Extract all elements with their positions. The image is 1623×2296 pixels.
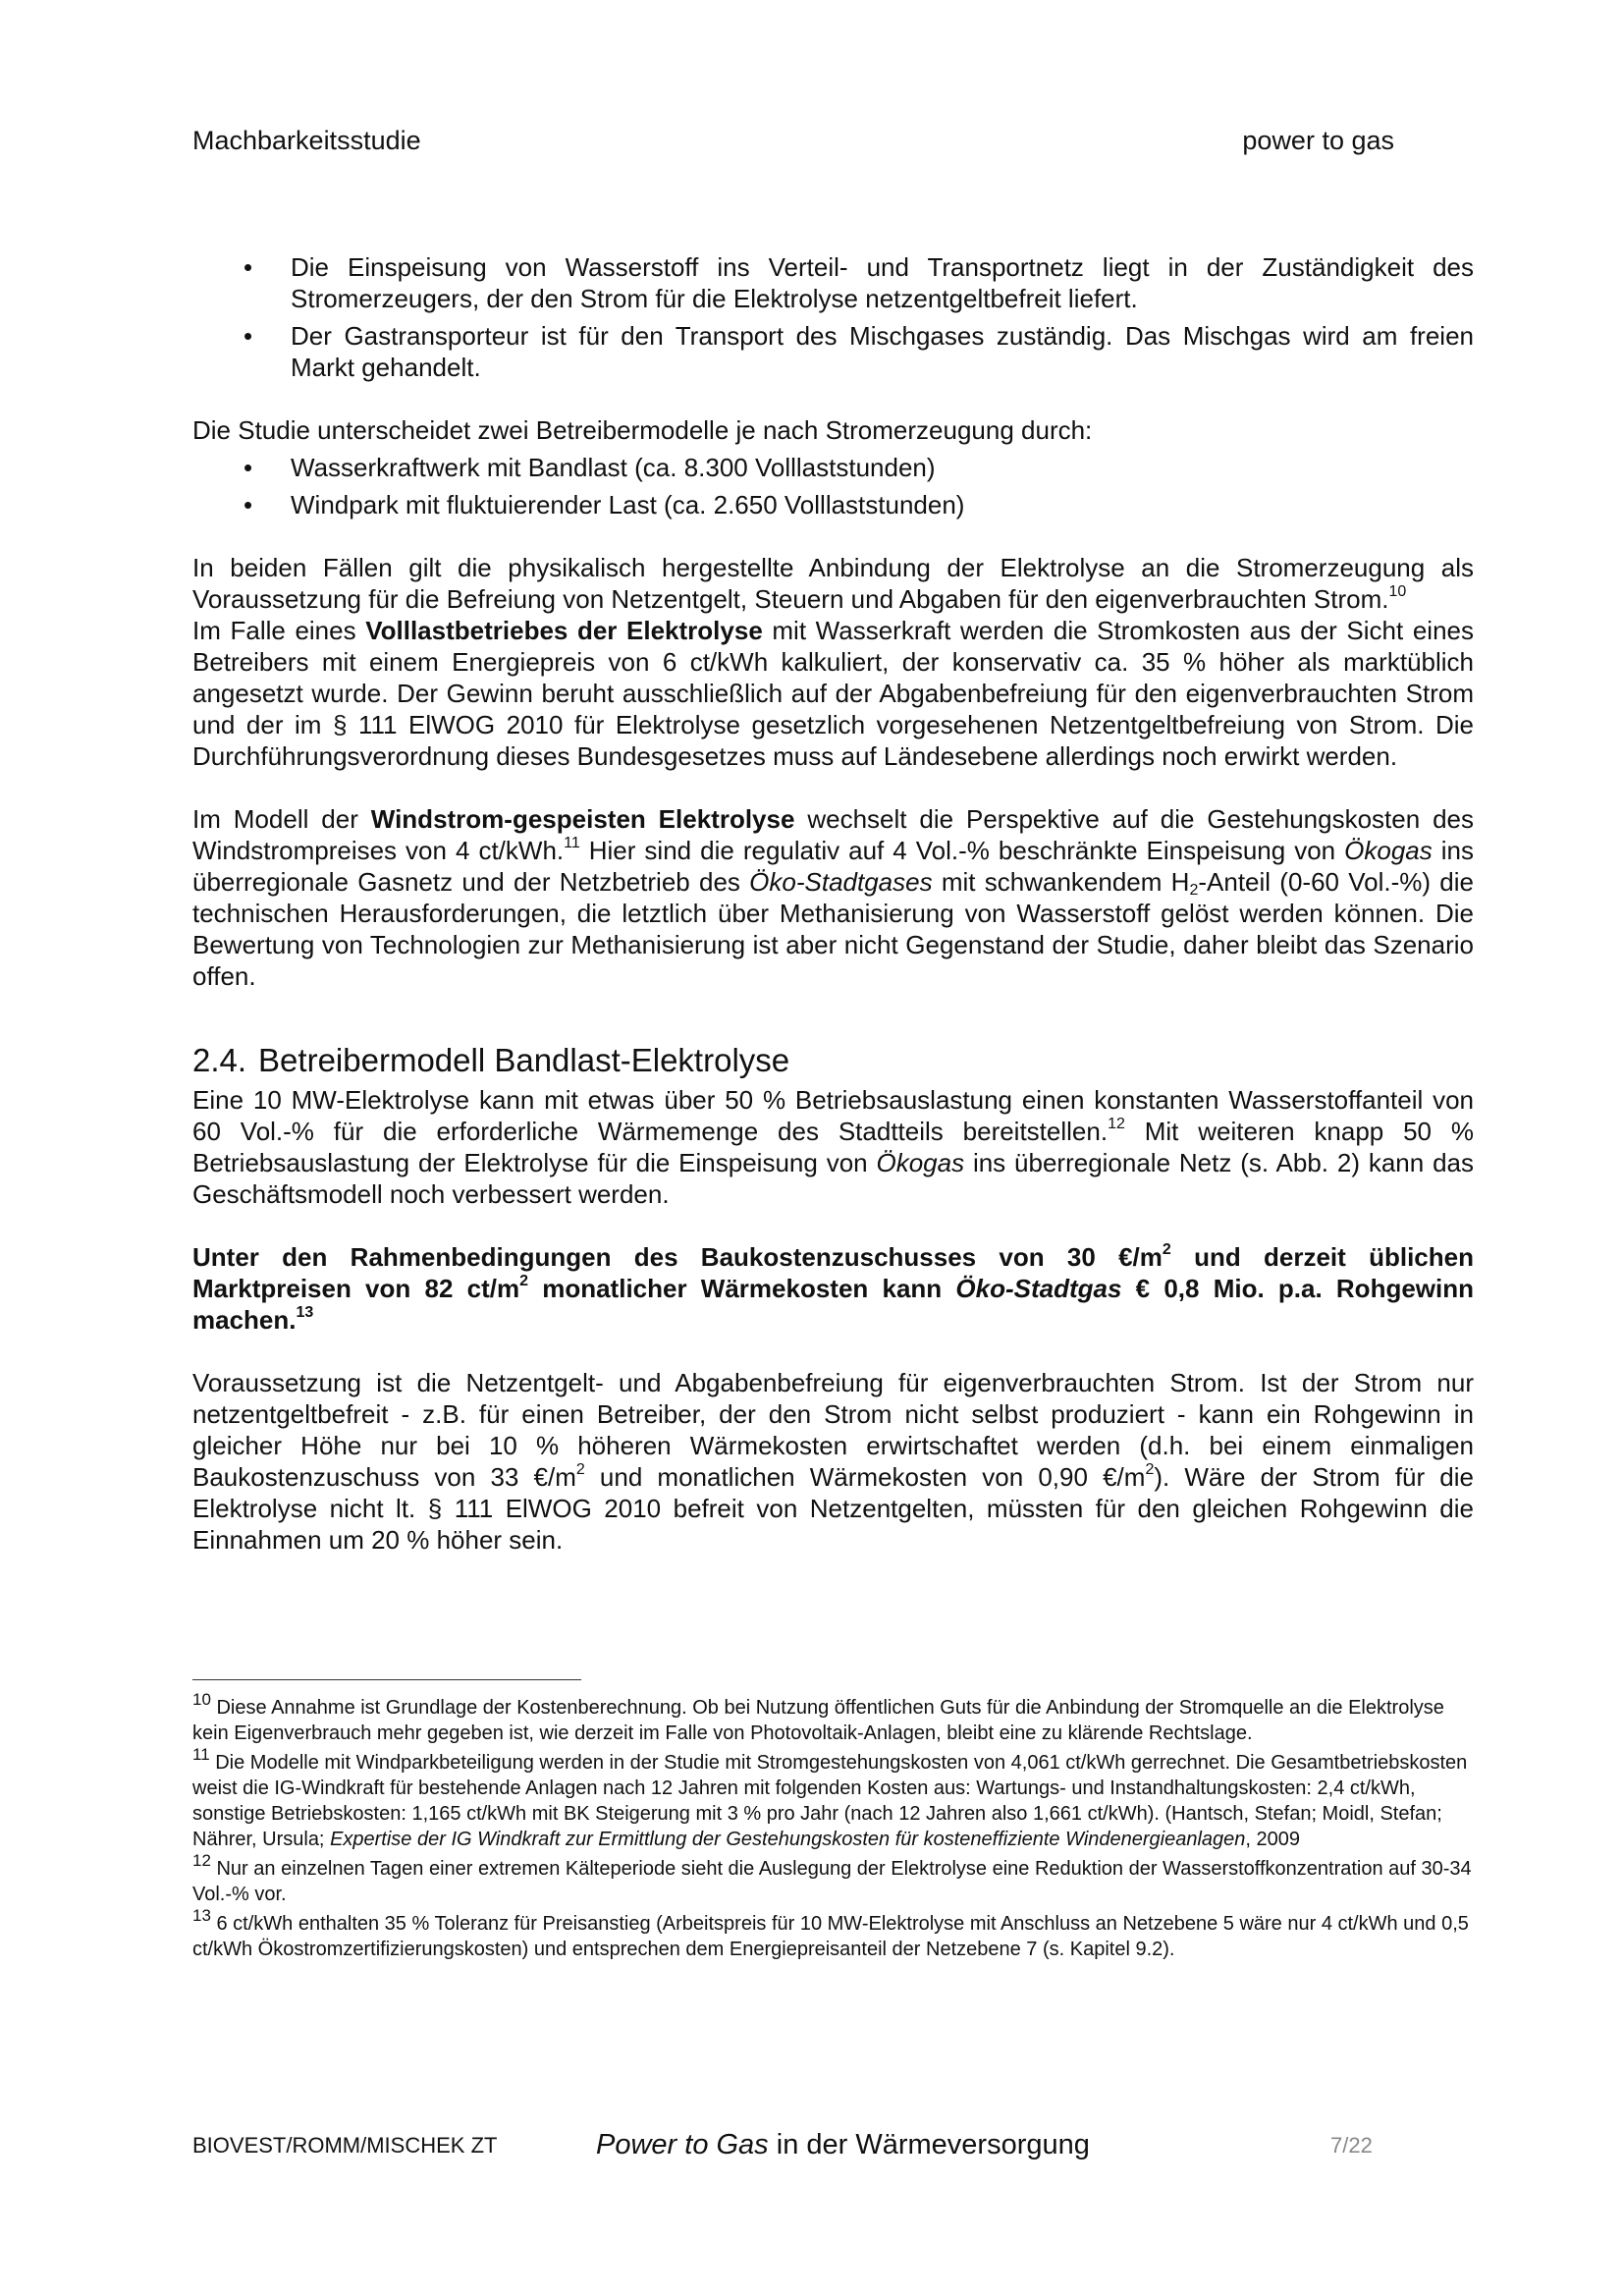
section-number: 2.4. <box>192 1042 247 1078</box>
paragraph-connection: In beiden Fällen gilt die physikalisch hergestellte Anbindung der Elektrolyse an die Stromerzeugung als Voraussetzung für die Befreiung von Netzentgelt, Steuern und Abgaben für den eigenverbrauchten Strom.$^{10}$ <box>192 553 1474 614</box>
footnote-ref: 12 <box>1108 1116 1125 1132</box>
paragraph-prerequisites: Voraussetzung ist die Netzentgelt- und Abgabenbefreiung für eigenverbrauchten Strom. Ist der Strom nur netzentgeltbefreit - z.B. für einen Betreiber, der den Strom nicht selbst produziert - kann ein Rohgewinn in gleicher Höhe nur bei 10 % höheren Wärmekosten erwirtschaftet werden (d.h. bei einem einmaligen Baukostenzuschuss von 33 $€/m^2$ und monatlichen Wärmekosten von 0,90 $€/m^2$). Wäre der Strom für die Elektrolyse nicht lt. § 111 ElWOG 2010 befreit von Netzentgelten, müssten für den gleichen Rohgewinn die Einnahmen um 20 % höher sein. <box>192 1368 1475 1555</box>
bullet-icon: • <box>243 321 253 351</box>
bullet-icon: • <box>243 252 253 282</box>
section-title: Betreibermodell Bandlast-Elektrolyse <box>258 1042 790 1078</box>
footnote-divider <box>192 1679 581 1680</box>
paragraph-key-result: Unter den Rahmenbedingungen des Baukostenzuschusses von 30 $€/m^2$ und derzeit üblichen Marktpreisen von 82 $ct/m^2$ monatlicher Wärmekosten kann Öko-Stadtgas € 0,8 Mio. p.a. Rohgewinn machen.$^{13}$ <box>192 1241 1474 1335</box>
footnote-ref: 10 <box>1388 583 1407 600</box>
paragraph-models-intro: Die Studie unterscheidet zwei Betreibermodelle je nach Stromerzeugung durch: <box>192 415 1093 445</box>
footnote-12: $^{12}$ Nur an einzelnen Tagen einer extremen Kälteperiode sieht die Auslegung der Elektrolyse eine Reduktion der Wasserstoffkonzentration auf 30-34 Vol.-% vor. <box>192 1851 1472 1905</box>
list-item: • Die Einspeisung von Wasserstoff ins Verteil- und Transportnetz liegt in der Zuständigkeit des Stromerzeugers, der den Strom für die Elektrolyse netzentgeltbefreit liefert. <box>243 252 1474 313</box>
footnotes <box>192 1690 1474 1966</box>
list-item: • Der Gastransporteur ist für den Transport des Mischgases zuständig. Das Mischgas wird am freien Markt gehandelt. <box>243 321 1474 382</box>
list-item: • Windpark mit fluktuierender Last (ca. 2.650 Volllaststunden) <box>243 490 965 519</box>
paragraph-full-load: Im Falle eines Volllastbetriebes der Elektrolyse mit Wasserkraft werden die Stromkosten aus der Sicht eines Betreibers mit einem Energiepreis von 6 ct/kWh kalkuliert, der konservativ ca. 35 % höher als marktüblich angesetzt wurde. Der Gewinn beruht ausschließlich auf der Abgabenbefreiung für den eigenverbrauchten Strom und der im § 111 ElWOG 2010 für Elektrolyse gesetzlich vorgesehenen Netzentgeltbefreiung von Strom. Die Durchführungsverordnung dieses Bundesgesetzes muss auf Ländesebene allerdings noch erwirkt werden. <box>192 616 1474 771</box>
header-right: power to gas <box>1242 126 1394 155</box>
footer-authors: BIOVEST/ROMM/MISCHEK ZT <box>192 2133 498 2158</box>
list-item: • Wasserkraftwerk mit Bandlast (ca. 8.300 Volllaststunden) <box>243 453 936 482</box>
footnote-10: $^{10}$ Diese Annahme ist Grundlage der Kostenberechnung. Ob bei Nutzung öffentlichen Guts für die Anbindung der Stromquelle an die Elektrolyse kein Eigenverbrauch mehr gegeben ist, wie derzeit im Falle von Photovoltaik-Anlagen, bleibt eine zu klärende Rechtslage. <box>192 1690 1444 1744</box>
paragraph-wind-model: Im Modell der Windstrom-gespeisten Elektrolyse wechselt die Perspektive auf die Gestehungskosten des Windstrompreises von 4 ct/kWh.$^{11}$ Hier sind die regulativ auf 4 Vol.-% beschränkte Einspeisung von Ökogas ins überregionale Gasnetz und der Netzbetrieb des Öko-Stadtgases mit schwankendem $H_2$-Anteil (0-60 Vol.-%) die technischen Herausforderungen, die letztlich über Methanisierung von Wasserstoff gelöst werden können. Die Bewertung von Technologien zur Methanisierung ist aber nicht Gegenstand der Studie, daher bleibt das Szenario offen. <box>192 804 1474 991</box>
footnote-ref: 11 <box>564 835 580 851</box>
page-number: 7/22 <box>1330 2133 1373 2158</box>
bullet-list-models <box>192 452 1474 520</box>
footnote-13: $^{13}$ 6 ct/kWh enthalten 35 % Toleranz für Preisanstieg (Arbeitspreis für 10 MW-Elektrolyse mit Anschluss an Netzebene 5 wäre nur 4 ct/kWh und 0,5 ct/kWh Ökostromzertifizierungskosten) und entsprechen dem Energiepreisanteil der Netzebene 7 (s. Kapitel 9.2). <box>192 1906 1469 1960</box>
main-content <box>192 251 1474 1556</box>
bullet-icon: • <box>243 453 253 482</box>
footer-title: Power to Gas in der Wärmeversorgung <box>596 2129 1090 2160</box>
bullet-list-roles <box>192 251 1474 383</box>
footnote-11: $^{11}$ Die Modelle mit Windparkbeteiligung werden in der Studie mit Stromgestehungskosten von 4,061 ct/kWh gerrechnet. Die Gesamtbetriebskosten weist die IG-Windkraft für bestehende Anlagen nach 12 Jahren mit folgenden Kosten aus: Wartungs- und Instandhaltungskosten: 2,4 ct/kWh, sonstige Betriebskosten: 1,165 ct/kWh mit BK Steigerung mit 3 % pro Jahr (nach 12 Jahren also 1,661 ct/kWh). (Hantsch, Stefan; Moidl, Stefan; Nährer, Ursula; Expertise der IG Windkraft zur Ermittlung der Gestehungskosten für kosteneffiziente Windenergieanlagen, 2009 <box>192 1745 1468 1850</box>
paragraph-band-load: Eine 10 MW-Elektrolyse kann mit etwas über 50 % Betriebsauslastung einen konstanten Wasserstoffanteil von 60 Vol.-% für die erforderliche Wärmemenge des Stadtteils bereitstellen.$^{12}$ Mit weiteren knapp 50 % Betriebsauslastung der Elektrolyse für die Einspeisung von Ökogas ins überregionale Netz (s. Abb. 2) kann das Geschäftsmodell noch verbessert werden. <box>192 1085 1474 1209</box>
footnote-ref: 13 <box>296 1304 314 1321</box>
bullet-icon: • <box>243 490 253 519</box>
section-heading <box>192 1041 1474 1080</box>
header-left: Machbarkeitsstudie <box>192 126 421 155</box>
